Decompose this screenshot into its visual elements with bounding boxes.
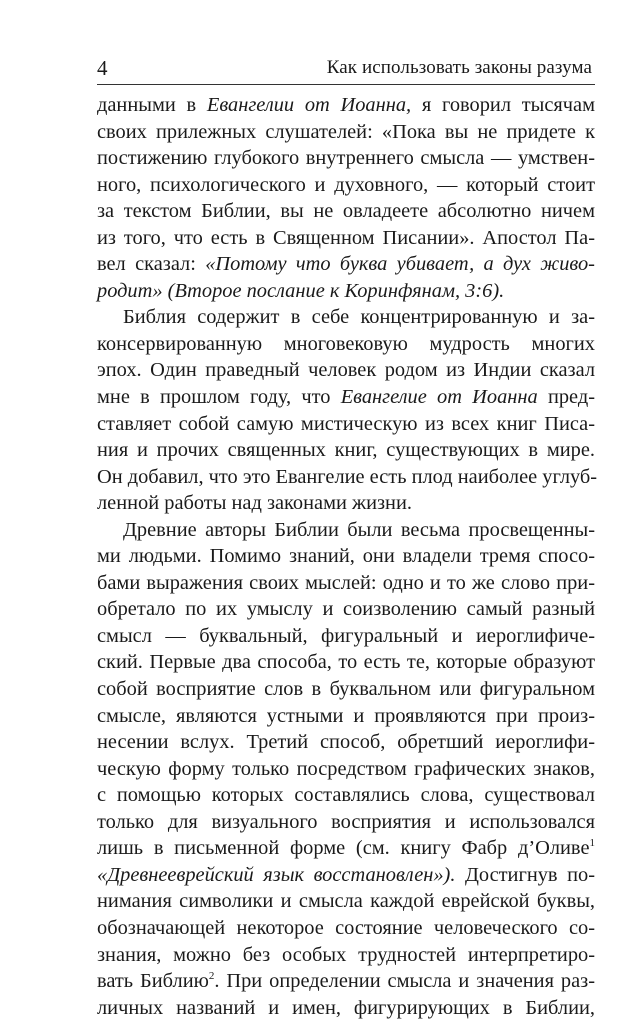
text-line — [97, 649, 595, 676]
text-line — [97, 278, 595, 305]
text-line — [97, 172, 595, 199]
text-run: постижению глубокого внутреннего смысла — умствен- — [97, 147, 595, 170]
text-run: консервированную многовековую мудрость многих — [97, 332, 595, 355]
text-line — [97, 968, 595, 995]
running-title: Как использовать законы разума — [326, 57, 592, 78]
text-line — [97, 357, 595, 384]
text-run: ческую форму только посредством графических знаков, — [97, 757, 595, 780]
text-line — [97, 331, 595, 358]
text-run: с помощью которых составлялись слова, существовал — [97, 784, 595, 807]
text-line — [97, 490, 595, 517]
text-line — [97, 596, 595, 623]
running-header — [97, 54, 595, 85]
text-line — [97, 437, 595, 464]
text-run: ного, психологического и духовного, — который стоит — [97, 173, 595, 196]
text-line — [97, 756, 595, 783]
text-line — [97, 676, 595, 703]
text-line — [97, 92, 595, 119]
italic-run: «Древнееврейский язык восстановлен»). — [97, 863, 456, 886]
text-run: . При определении смысла и значения раз- — [214, 970, 595, 993]
text-run: ский. Первые два способа, то есть те, которые образуют — [97, 651, 595, 674]
text-line — [97, 225, 595, 252]
text-line — [97, 915, 595, 942]
text-line — [97, 888, 595, 915]
text-run: несении вслух. Третий способ, обретший иероглифи- — [97, 731, 595, 754]
text-line — [97, 384, 595, 411]
text-run: ставляет собой самую мистическую из всех книг Писа- — [97, 412, 595, 435]
text-run: бами выражения своих мыслей: одно и то же слово при- — [97, 571, 595, 594]
text-line — [97, 198, 595, 225]
text-run: личных названий и имен, фигурирующих в Библии, — [97, 996, 595, 1019]
text-run: только для визуального восприятия и использовался — [97, 810, 595, 833]
text-run: обретало по их умыслу и соизволению самый разный — [97, 598, 595, 621]
text-run: лишь в письменной форме (см. книгу Фабр д’Оливе — [97, 837, 590, 860]
text-run: за текстом Библии, вы не овладеете абсолютно ничем — [97, 200, 595, 223]
text-line — [97, 703, 595, 730]
text-run: из того, что есть в Священном Писании». Апостол Па- — [97, 226, 595, 249]
text-run: я говорил тысячам — [411, 94, 595, 116]
text-line — [97, 517, 595, 544]
text-run: вел сказал: — [97, 253, 206, 276]
text-run: обозначающей некоторое состояние человеческого со- — [97, 916, 595, 939]
text-line — [97, 835, 595, 862]
text-run: смысле, являются устными и проявляются при произ- — [97, 704, 595, 727]
body-text — [97, 92, 598, 1021]
text-line — [97, 729, 595, 756]
text-line — [97, 411, 595, 438]
footnote-marker: 1 — [589, 837, 595, 850]
text-run: ленной работы над законами жизни. — [97, 492, 412, 515]
text-line — [97, 251, 595, 278]
italic-run: родит» (Второе послание к Коринфянам, 3:6). — [97, 279, 505, 302]
text-line — [97, 862, 595, 889]
text-run: нимания символики и смысла каждой еврейской буквы, — [97, 890, 595, 913]
text-run: ния и прочих священных книг, существующих в мире. — [97, 439, 595, 462]
text-run: Библия содержит в себе концентрированную и за- — [123, 306, 595, 329]
text-run: ми людьми. Помимо знаний, они владели тремя спосо- — [97, 545, 595, 568]
text-line — [97, 543, 595, 570]
text-line — [97, 119, 595, 146]
text-run: Достигнув по- — [455, 863, 595, 886]
text-run: вать Библию — [97, 970, 209, 993]
text-run: собой восприятие слов в буквальном или фигуральном — [97, 678, 595, 701]
page-number: 4 — [97, 56, 108, 80]
text-run: смысл — буквальный, фигуральный и иероглифиче- — [97, 624, 595, 647]
text-run: знания, можно без особых трудностей интерпретиро- — [97, 943, 595, 966]
text-line — [97, 464, 598, 491]
text-line — [97, 145, 595, 172]
text-line — [97, 304, 595, 331]
italic-run: Евангелии от Иоанна, — [206, 94, 412, 116]
text-run: данными в — [97, 94, 207, 116]
text-line — [97, 995, 595, 1021]
text-line — [97, 809, 595, 836]
text-run: своих прилежных слушателей: «Пока вы не придете к — [97, 120, 595, 143]
text-run: Древние авторы Библии были весьма просвещенны- — [123, 518, 595, 541]
italic-run: «Потому что буква убивает, а дух живо- — [205, 253, 595, 276]
text-run: эпох. Один праведный человек родом из Индии сказал — [97, 359, 595, 382]
text-run: мне в прошлом году, что — [97, 386, 341, 409]
footnote-marker: 2 — [208, 970, 215, 983]
text-run: пред- — [537, 386, 595, 409]
italic-run: Евангелие от Иоанна — [340, 386, 538, 409]
text-line — [97, 570, 595, 597]
text-line — [97, 942, 595, 969]
text-line — [97, 782, 595, 809]
text-line — [97, 623, 595, 650]
text-run: Он добавил, что это Евангелие есть плод наиболее углуб- — [97, 465, 598, 488]
